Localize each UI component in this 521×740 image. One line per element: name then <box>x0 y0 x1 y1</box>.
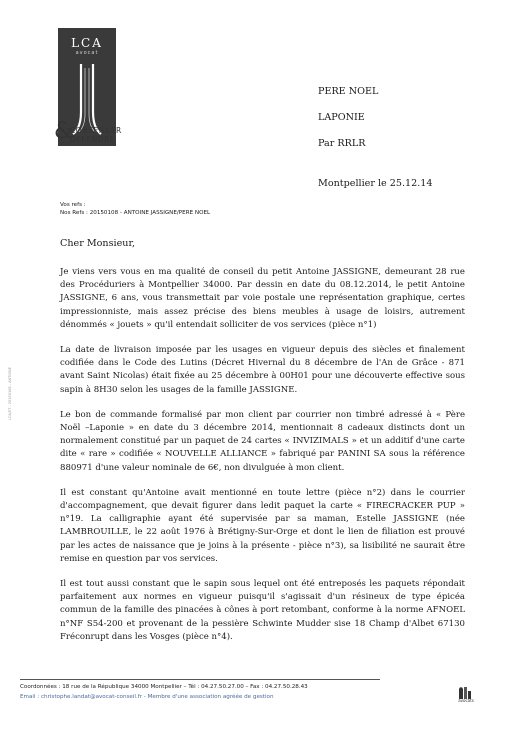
footer-divider <box>20 679 380 680</box>
paragraph-5: Il est tout aussi constant que le sapin sous lequel ont été entreposés les paquets répondait parfaitement aux normes en vigueur puisqu'il s'agissait d'un résineux de type épicéa commun de la famille des pinacées à cônes à port retombant, conforme à la norme AFNOEL n°NF S54-200 et provenant de la pessière Schwinte Mudder sise 18 Champ d'Albet 67130 Fréconrupt dans les Vosges (pièce n°4). <box>60 579 465 642</box>
logo-conseiller-text: CONSEILLER <box>70 126 122 135</box>
paragraph-2: La date de livraison imposée par les usages en vigueur depuis des siècles et finalement codifiée dans le Code des Lutins (Décret Hivernal du 8 décembre de l'An de Grâce - 871 avant Saint Nicolas) était fixée au 25 décembre à 00H01 pour une découverte effective sous sapin à 8H30 selon les usages de la famille JASSIGNE. <box>60 345 465 395</box>
recipient-method: Par RRLR <box>318 138 366 149</box>
recipient-place: LAPONIE <box>318 112 365 123</box>
logo-defendre-text: DEFENDRE <box>70 135 115 144</box>
letter-body <box>60 266 465 656</box>
our-refs: Nos Refs : 20150108 - ANTOINE JASSIGNE/PERE NOEL <box>60 210 211 216</box>
recipient-name: PERE NOEL <box>318 86 379 97</box>
logo-ampersand: & <box>54 119 74 144</box>
footer-address: Coordonnées : 18 rue de la République 34000 Montpellier – Tél : 04.27.50.27.00 – Fax : 04.27.50.28.43 <box>20 684 308 690</box>
footer-email: Email : christophe.landat@avocat-conseil.fr - Membre d'une association agréée de gestion <box>20 694 274 700</box>
paragraph-1: Je viens vers vous en ma qualité de conseil du petit Antoine JASSIGNE, demeurant 28 rue des Procéduriers à Montpellier 34000. Par dessin en date du 08.12.2014, le petit Antoine JASSIGNE, 6 ans, vous transmettait par voie postale une représentation graphique, certes impressionniste, mais assez précise des biens meubles à usage de loisirs, autrement dénommés « jouets » qu'il entendait solliciter de vos services (pièce n°1) <box>60 267 465 330</box>
logo-avocat-text: avocat <box>75 50 99 56</box>
paragraph-4: Il est constant qu'Antoine avait mentionné en toute lettre (pièce n°2) dans le courrier d'accompagnement, que devait figurer dans ledit paquet la carte « FIRECRACKER PUP » n°19. La calligraphie ayant été supervisée par sa maman, Estelle JASSIGNE (née LAMBROUILLE, le 22 août 1976 à Brétigny-Sur-Orge et dont le lien de filiation est prouvé par les actes de naissance que je joins à la présente - pièce n°3), sa lisibilité ne saurait être remise en question par vos services. <box>60 487 465 564</box>
association-badge-label: avocats <box>458 698 474 703</box>
paragraph-3: Le bon de commande formalisé par mon client par courrier non timbré adressé à « Père Noël –Laponie » en date du 3 décembre 2014, mentionnait 8 cadeaux distincts dont un normalement constitué par un paquet de 24 cartes « INVIZIMALS » et un additif d'une carte dite « rare » codifiée « NOUVELLE ALLIANCE » fabriqué par PANINI SA sous la référence 880971 d'une valeur nominale de 6€, non divulguée à mon client. <box>60 409 465 473</box>
side-margin-note: LCA/ET - 20150108 - ANTOINE <box>8 367 12 420</box>
salutation: Cher Monsieur, <box>60 238 136 249</box>
logo-lca-text: LCA <box>71 36 103 50</box>
letter-date: Montpellier le 25.12.14 <box>318 178 433 189</box>
your-refs: Vos refs : <box>60 202 86 208</box>
